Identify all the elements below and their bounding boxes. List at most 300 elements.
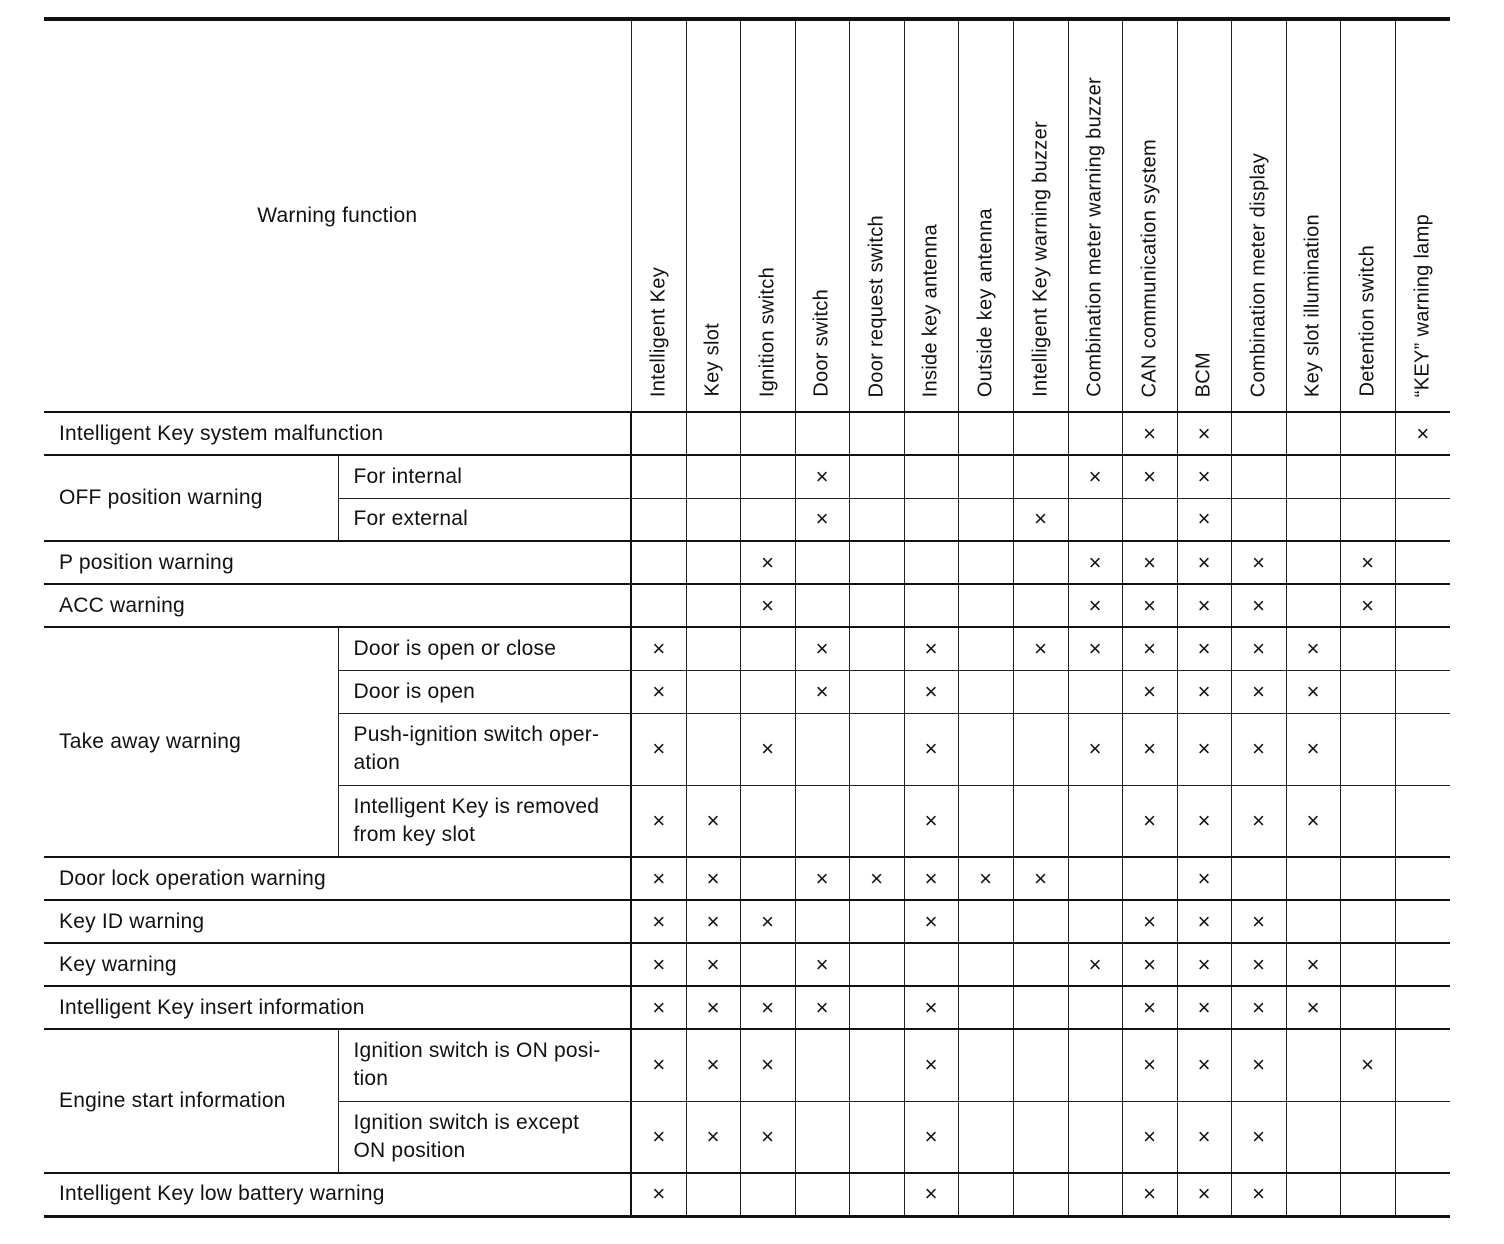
- empty-cell: [849, 498, 904, 541]
- empty-cell: [1286, 498, 1340, 541]
- applies-mark: ×: [1122, 713, 1177, 785]
- table-row: [44, 986, 1450, 1029]
- applies-mark: ×: [740, 584, 795, 627]
- applies-mark: ×: [1231, 1029, 1286, 1101]
- applies-mark: ×: [1231, 1173, 1286, 1216]
- empty-cell: [1068, 498, 1122, 541]
- empty-cell: [1013, 584, 1068, 627]
- applies-mark: ×: [740, 713, 795, 785]
- column-header-label: Key slot illumination: [1301, 213, 1324, 397]
- applies-mark: ×: [631, 943, 686, 986]
- table-row: [44, 943, 1450, 986]
- column-header: [795, 19, 849, 412]
- empty-cell: [1340, 713, 1395, 785]
- empty-cell: [631, 584, 686, 627]
- empty-cell: [1068, 412, 1122, 455]
- applies-mark: ×: [686, 785, 740, 857]
- warning-function-name: Key ID warning: [44, 900, 631, 943]
- applies-mark: ×: [1177, 584, 1231, 627]
- empty-cell: [1068, 1173, 1122, 1216]
- applies-mark: ×: [904, 1101, 958, 1173]
- empty-cell: [740, 857, 795, 900]
- column-header: [1286, 19, 1340, 412]
- applies-mark: ×: [1177, 541, 1231, 584]
- empty-cell: [958, 541, 1013, 584]
- applies-mark: ×: [1177, 455, 1231, 498]
- applies-mark: ×: [1122, 670, 1177, 713]
- warning-condition: Intelligent Key is removed from key slot: [338, 785, 631, 857]
- empty-cell: [958, 900, 1013, 943]
- table-row: [44, 1173, 1450, 1216]
- empty-cell: [795, 1173, 849, 1216]
- applies-mark: ×: [631, 1101, 686, 1173]
- empty-cell: [1286, 412, 1340, 455]
- warning-function-name: ACC warning: [44, 584, 631, 627]
- empty-cell: [849, 541, 904, 584]
- empty-cell: [1231, 412, 1286, 455]
- applies-mark: ×: [1122, 1173, 1177, 1216]
- empty-cell: [958, 498, 1013, 541]
- empty-cell: [1231, 498, 1286, 541]
- empty-cell: [795, 412, 849, 455]
- empty-cell: [958, 1029, 1013, 1101]
- empty-cell: [958, 455, 1013, 498]
- applies-mark: ×: [1068, 943, 1122, 986]
- applies-mark: ×: [849, 857, 904, 900]
- empty-cell: [1395, 943, 1450, 986]
- empty-cell: [849, 986, 904, 1029]
- empty-cell: [686, 498, 740, 541]
- applies-mark: ×: [1286, 785, 1340, 857]
- column-header: [1231, 19, 1286, 412]
- applies-mark: ×: [1231, 713, 1286, 785]
- column-header-label: CAN communication system: [1138, 138, 1160, 397]
- column-header: [1395, 19, 1450, 412]
- empty-cell: [1395, 857, 1450, 900]
- empty-cell: [1395, 584, 1450, 627]
- applies-mark: ×: [1231, 986, 1286, 1029]
- empty-cell: [1395, 785, 1450, 857]
- applies-mark: ×: [904, 1173, 958, 1216]
- empty-cell: [1122, 498, 1177, 541]
- empty-cell: [1013, 785, 1068, 857]
- applies-mark: ×: [1286, 943, 1340, 986]
- empty-cell: [1068, 986, 1122, 1029]
- applies-mark: ×: [1177, 713, 1231, 785]
- applies-mark: ×: [795, 498, 849, 541]
- empty-cell: [1395, 1029, 1450, 1101]
- empty-cell: [795, 1101, 849, 1173]
- applies-mark: ×: [1286, 986, 1340, 1029]
- applies-mark: ×: [904, 670, 958, 713]
- applies-mark: ×: [1231, 1101, 1286, 1173]
- applies-mark: ×: [1231, 541, 1286, 584]
- empty-cell: [1395, 713, 1450, 785]
- column-header: [1068, 19, 1122, 412]
- applies-mark: ×: [795, 857, 849, 900]
- empty-cell: [740, 455, 795, 498]
- empty-cell: [958, 1173, 1013, 1216]
- warning-function-name: Take away warning: [44, 627, 338, 857]
- empty-cell: [1013, 455, 1068, 498]
- empty-cell: [904, 541, 958, 584]
- empty-cell: [904, 943, 958, 986]
- empty-cell: [740, 785, 795, 857]
- applies-mark: ×: [795, 986, 849, 1029]
- applies-mark: ×: [904, 986, 958, 1029]
- empty-cell: [631, 455, 686, 498]
- applies-mark: ×: [1395, 412, 1450, 455]
- applies-mark: ×: [740, 1101, 795, 1173]
- warning-condition: Push-ignition switch oper- ation: [338, 713, 631, 785]
- empty-cell: [1286, 1029, 1340, 1101]
- empty-cell: [1395, 986, 1450, 1029]
- applies-mark: ×: [1013, 857, 1068, 900]
- column-header-label: Detention switch: [1356, 245, 1378, 397]
- empty-cell: [1013, 986, 1068, 1029]
- empty-cell: [795, 1029, 849, 1101]
- column-header-label: Intelligent Key warning buzzer: [1029, 121, 1051, 397]
- empty-cell: [686, 412, 740, 455]
- applies-mark: ×: [1340, 584, 1395, 627]
- column-header: [849, 19, 904, 412]
- applies-mark: ×: [1122, 1101, 1177, 1173]
- applies-mark: ×: [740, 541, 795, 584]
- empty-cell: [1340, 627, 1395, 670]
- empty-cell: [1068, 900, 1122, 943]
- applies-mark: ×: [631, 785, 686, 857]
- empty-cell: [958, 1101, 1013, 1173]
- table-row: [44, 1029, 1450, 1101]
- applies-mark: ×: [904, 713, 958, 785]
- empty-cell: [686, 584, 740, 627]
- empty-cell: [958, 412, 1013, 455]
- empty-cell: [1068, 785, 1122, 857]
- warning-function-name: Door lock operation warning: [44, 857, 631, 900]
- applies-mark: ×: [904, 785, 958, 857]
- applies-mark: ×: [1231, 627, 1286, 670]
- warning-condition: Ignition switch is ON posi- tion: [338, 1029, 631, 1101]
- empty-cell: [1013, 713, 1068, 785]
- warning-function-name: Engine start information: [44, 1029, 338, 1173]
- empty-cell: [1395, 900, 1450, 943]
- empty-cell: [1340, 412, 1395, 455]
- applies-mark: ×: [631, 857, 686, 900]
- applies-mark: ×: [631, 713, 686, 785]
- applies-mark: ×: [795, 627, 849, 670]
- empty-cell: [795, 785, 849, 857]
- applies-mark: ×: [1231, 584, 1286, 627]
- empty-cell: [740, 412, 795, 455]
- applies-mark: ×: [1286, 627, 1340, 670]
- empty-cell: [849, 627, 904, 670]
- table-row: [44, 412, 1450, 455]
- column-header: [1177, 19, 1231, 412]
- empty-cell: [1286, 900, 1340, 943]
- empty-cell: [686, 713, 740, 785]
- empty-cell: [904, 455, 958, 498]
- applies-mark: ×: [1231, 943, 1286, 986]
- applies-mark: ×: [1177, 986, 1231, 1029]
- empty-cell: [686, 455, 740, 498]
- empty-cell: [1395, 498, 1450, 541]
- applies-mark: ×: [1122, 541, 1177, 584]
- applies-mark: ×: [1177, 498, 1231, 541]
- column-header: [1122, 19, 1177, 412]
- applies-mark: ×: [631, 1173, 686, 1216]
- applies-mark: ×: [1177, 412, 1231, 455]
- empty-cell: [795, 584, 849, 627]
- column-header-label: Door switch: [810, 289, 833, 397]
- empty-cell: [958, 785, 1013, 857]
- empty-cell: [849, 455, 904, 498]
- empty-cell: [849, 943, 904, 986]
- empty-cell: [1068, 1101, 1122, 1173]
- empty-cell: [849, 713, 904, 785]
- applies-mark: ×: [1177, 1029, 1231, 1101]
- empty-cell: [740, 943, 795, 986]
- table-row: [44, 541, 1450, 584]
- empty-cell: [904, 412, 958, 455]
- applies-mark: ×: [686, 943, 740, 986]
- applies-mark: ×: [904, 627, 958, 670]
- empty-cell: [849, 1101, 904, 1173]
- table-row: [44, 627, 1450, 670]
- applies-mark: ×: [686, 900, 740, 943]
- applies-mark: ×: [1122, 900, 1177, 943]
- applies-mark: ×: [1177, 670, 1231, 713]
- empty-cell: [795, 541, 849, 584]
- column-header: [1340, 19, 1395, 412]
- empty-cell: [1013, 1173, 1068, 1216]
- empty-cell: [958, 943, 1013, 986]
- applies-mark: ×: [631, 900, 686, 943]
- empty-cell: [1068, 857, 1122, 900]
- warning-function-name: OFF position warning: [44, 455, 338, 541]
- applies-mark: ×: [1177, 627, 1231, 670]
- applies-mark: ×: [904, 857, 958, 900]
- column-header-label: Outside key antenna: [974, 207, 996, 397]
- applies-mark: ×: [1013, 498, 1068, 541]
- applies-mark: ×: [1068, 627, 1122, 670]
- table-body: [44, 412, 1450, 1216]
- empty-cell: [904, 498, 958, 541]
- applies-mark: ×: [1340, 541, 1395, 584]
- applies-mark: ×: [1286, 670, 1340, 713]
- empty-cell: [1286, 857, 1340, 900]
- applies-mark: ×: [1177, 900, 1231, 943]
- empty-cell: [1286, 1101, 1340, 1173]
- column-header-label: Inside key antenna: [919, 223, 942, 397]
- empty-cell: [1013, 670, 1068, 713]
- applies-mark: ×: [1286, 713, 1340, 785]
- empty-cell: [1013, 1101, 1068, 1173]
- table-row: [44, 857, 1450, 900]
- applies-mark: ×: [686, 1029, 740, 1101]
- table-row: [44, 455, 1450, 498]
- applies-mark: ×: [1122, 627, 1177, 670]
- column-header-label: Combination meter warning buzzer: [1083, 77, 1106, 397]
- empty-cell: [904, 584, 958, 627]
- column-header: [686, 19, 740, 412]
- empty-cell: [849, 670, 904, 713]
- empty-cell: [1395, 1173, 1450, 1216]
- empty-cell: [1395, 1101, 1450, 1173]
- empty-cell: [1340, 900, 1395, 943]
- column-header-label: Key slot: [701, 323, 724, 397]
- header-row: [44, 19, 1450, 412]
- applies-mark: ×: [1068, 541, 1122, 584]
- empty-cell: [1340, 498, 1395, 541]
- applies-mark: ×: [1122, 584, 1177, 627]
- warning-condition: Door is open: [338, 670, 631, 713]
- empty-cell: [958, 627, 1013, 670]
- applies-mark: ×: [1231, 785, 1286, 857]
- column-header: [904, 19, 958, 412]
- empty-cell: [795, 900, 849, 943]
- empty-cell: [1395, 541, 1450, 584]
- empty-cell: [1286, 541, 1340, 584]
- empty-cell: [849, 785, 904, 857]
- applies-mark: ×: [631, 986, 686, 1029]
- warning-condition: For internal: [338, 455, 631, 498]
- empty-cell: [740, 627, 795, 670]
- applies-mark: ×: [740, 986, 795, 1029]
- empty-cell: [795, 713, 849, 785]
- empty-cell: [1340, 1173, 1395, 1216]
- applies-mark: ×: [1177, 1101, 1231, 1173]
- empty-cell: [1395, 627, 1450, 670]
- empty-cell: [1068, 670, 1122, 713]
- empty-cell: [686, 1173, 740, 1216]
- applies-mark: ×: [631, 670, 686, 713]
- empty-cell: [1340, 1101, 1395, 1173]
- column-header: [740, 19, 795, 412]
- applies-mark: ×: [795, 943, 849, 986]
- empty-cell: [1340, 943, 1395, 986]
- applies-mark: ×: [958, 857, 1013, 900]
- warning-condition: Ignition switch is except ON position: [338, 1101, 631, 1173]
- empty-cell: [1340, 785, 1395, 857]
- empty-cell: [1122, 857, 1177, 900]
- applies-mark: ×: [631, 1029, 686, 1101]
- applies-mark: ×: [1177, 785, 1231, 857]
- empty-cell: [1395, 455, 1450, 498]
- applies-mark: ×: [1013, 627, 1068, 670]
- empty-cell: [1231, 455, 1286, 498]
- applies-mark: ×: [1122, 455, 1177, 498]
- applies-mark: ×: [1231, 670, 1286, 713]
- applies-mark: ×: [795, 670, 849, 713]
- empty-cell: [958, 986, 1013, 1029]
- empty-cell: [740, 498, 795, 541]
- applies-mark: ×: [795, 455, 849, 498]
- empty-cell: [686, 541, 740, 584]
- column-header-label: Ignition switch: [756, 266, 778, 397]
- applies-mark: ×: [1122, 412, 1177, 455]
- empty-cell: [1340, 670, 1395, 713]
- applies-mark: ×: [686, 986, 740, 1029]
- empty-cell: [958, 670, 1013, 713]
- column-header-label: Intelligent Key: [647, 266, 669, 397]
- empty-cell: [631, 498, 686, 541]
- applies-mark: ×: [1068, 455, 1122, 498]
- empty-cell: [686, 627, 740, 670]
- empty-cell: [1068, 1029, 1122, 1101]
- empty-cell: [631, 541, 686, 584]
- empty-cell: [1231, 857, 1286, 900]
- empty-cell: [631, 412, 686, 455]
- applies-mark: ×: [1177, 857, 1231, 900]
- applies-mark: ×: [1122, 943, 1177, 986]
- empty-cell: [1340, 857, 1395, 900]
- empty-cell: [740, 670, 795, 713]
- applies-mark: ×: [686, 857, 740, 900]
- empty-cell: [849, 900, 904, 943]
- table-row: [44, 900, 1450, 943]
- applies-mark: ×: [1231, 900, 1286, 943]
- applies-mark: ×: [1122, 986, 1177, 1029]
- empty-cell: [1286, 584, 1340, 627]
- column-header: [1013, 19, 1068, 412]
- applies-mark: ×: [740, 900, 795, 943]
- warning-function-name: P position warning: [44, 541, 631, 584]
- warning-function-name: Intelligent Key system malfunction: [44, 412, 631, 455]
- applies-mark: ×: [1068, 584, 1122, 627]
- warning-function-table: [44, 17, 1450, 1218]
- applies-mark: ×: [1177, 943, 1231, 986]
- empty-cell: [1013, 1029, 1068, 1101]
- applies-mark: ×: [1177, 1173, 1231, 1216]
- empty-cell: [686, 670, 740, 713]
- applies-mark: ×: [904, 1029, 958, 1101]
- warning-function-name: Intelligent Key insert information: [44, 986, 631, 1029]
- column-header: [631, 19, 686, 412]
- applies-mark: ×: [740, 1029, 795, 1101]
- warning-function-name: Intelligent Key low battery warning: [44, 1173, 631, 1216]
- column-header: [958, 19, 1013, 412]
- column-header-label: BCM: [1192, 351, 1215, 397]
- column-header-label: “KEY” warning lamp: [1411, 213, 1434, 397]
- empty-cell: [1286, 455, 1340, 498]
- applies-mark: ×: [686, 1101, 740, 1173]
- empty-cell: [1013, 541, 1068, 584]
- empty-cell: [849, 584, 904, 627]
- empty-cell: [1013, 412, 1068, 455]
- empty-cell: [1013, 943, 1068, 986]
- warning-function-header: Warning function: [44, 19, 631, 412]
- empty-cell: [1395, 670, 1450, 713]
- empty-cell: [1340, 986, 1395, 1029]
- applies-mark: ×: [1068, 713, 1122, 785]
- empty-cell: [958, 713, 1013, 785]
- table-row: [44, 584, 1450, 627]
- empty-cell: [849, 1173, 904, 1216]
- column-header-label: Combination meter display: [1247, 152, 1269, 397]
- empty-cell: [1286, 1173, 1340, 1216]
- applies-mark: ×: [1340, 1029, 1395, 1101]
- empty-cell: [1340, 455, 1395, 498]
- empty-cell: [849, 412, 904, 455]
- applies-mark: ×: [904, 900, 958, 943]
- empty-cell: [1013, 900, 1068, 943]
- empty-cell: [849, 1029, 904, 1101]
- empty-cell: [958, 584, 1013, 627]
- warning-function-name: Key warning: [44, 943, 631, 986]
- warning-condition: Door is open or close: [338, 627, 631, 670]
- warning-condition: For external: [338, 498, 631, 541]
- applies-mark: ×: [1122, 785, 1177, 857]
